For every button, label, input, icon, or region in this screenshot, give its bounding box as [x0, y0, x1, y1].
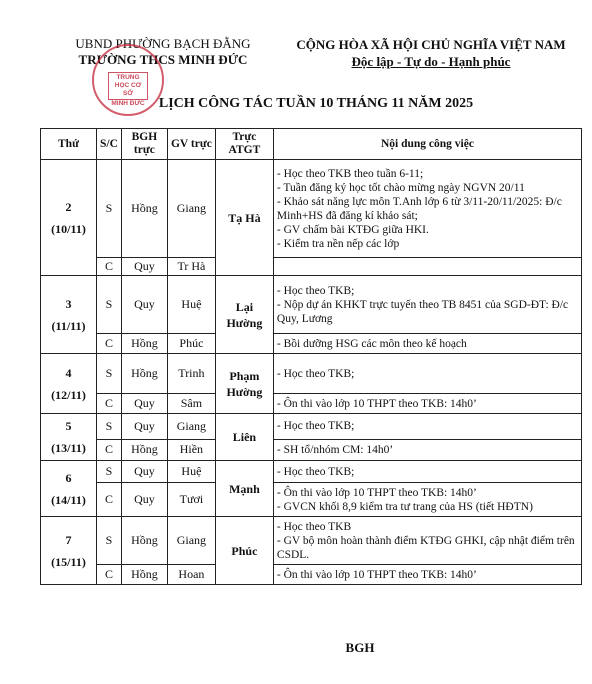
content-cell [273, 517, 581, 565]
gv-cell: Hiền [167, 439, 215, 460]
schedule-table [40, 128, 582, 585]
content-cell [273, 461, 581, 483]
bgh-cell: Hồng [121, 565, 167, 585]
day-cell [41, 276, 97, 354]
content-cell [273, 276, 581, 334]
content-cell [273, 354, 581, 394]
session-cell: S [97, 160, 122, 258]
session-cell: S [97, 354, 122, 394]
table-row [41, 483, 582, 517]
col-header-session: S/C [97, 129, 122, 160]
bgh-cell: Quy [121, 414, 167, 440]
session-cell: C [97, 394, 122, 414]
session-cell: C [97, 565, 122, 585]
issuer-block [58, 36, 268, 68]
task-item: - GV bộ môn hoàn thành điểm KTĐG GHKI, cập nhật điểm trên CSDL. [276, 534, 575, 561]
atgt-cell: Phạm Hường [215, 354, 273, 414]
atgt-cell: Lại Hường [215, 276, 273, 354]
gv-cell: Huệ [167, 276, 215, 334]
task-item: - Học theo TKB; [276, 465, 355, 478]
gv-cell: Hoan [167, 565, 215, 585]
day-date: (14/11) [51, 492, 86, 507]
seal-text [108, 72, 148, 108]
day-date: (15/11) [51, 554, 86, 569]
national-header [286, 36, 576, 70]
table-header-row [41, 129, 582, 160]
seal-line-1: TRUNG HỌC CƠ SỞ [108, 72, 148, 100]
day-cell [41, 414, 97, 461]
table-row [41, 394, 582, 414]
seal-line-2: MINH ĐỨC [111, 100, 145, 107]
col-header-day: Thứ [41, 129, 97, 160]
school-name: TRƯỜNG THCS MINH ĐỨC [78, 52, 248, 67]
session-cell: C [97, 258, 122, 276]
table-row [41, 517, 582, 565]
day-cell [41, 354, 97, 414]
day-date: (10/11) [51, 221, 86, 236]
day-number: 2 [65, 199, 72, 214]
col-header-gv: GV trực [167, 129, 215, 160]
task-item: - GVCN khối 8,9 kiểm tra tư trang của HS (tiết HĐTN) [276, 500, 533, 513]
col-header-content: Nội dung công việc [273, 129, 581, 160]
atgt-cell: Phúc [215, 517, 273, 585]
national-motto: Độc lập - Tự do - Hạnh phúc [351, 54, 511, 69]
table-row [41, 565, 582, 585]
gv-cell: Phúc [167, 334, 215, 354]
gv-cell: Huệ [167, 461, 215, 483]
ward-name: UBND PHƯỜNG BẠCH ĐẰNG [75, 36, 251, 51]
republic-name: CỘNG HÒA XÃ HỘI CHỦ NGHĨA VIỆT NAM [296, 37, 566, 52]
table-row [41, 461, 582, 483]
col-header-atgt: Trực ATGT [215, 129, 273, 160]
content-cell [273, 334, 581, 354]
table-row [41, 414, 582, 440]
task-item: - Học theo TKB; [276, 367, 355, 380]
task-item: - Nộp dự án KHKT trực tuyến theo TB 8451 của SGD-ĐT: Đ/c Quy, Lương [276, 298, 569, 325]
table-row [41, 258, 582, 276]
bgh-cell: Quy [121, 258, 167, 276]
gv-cell: Giang [167, 414, 215, 440]
bgh-cell: Hồng [121, 160, 167, 258]
gv-cell: Giang [167, 517, 215, 565]
gv-cell: Sâm [167, 394, 215, 414]
task-item: - Ôn thi vào lớp 10 THPT theo TKB: 14h0’ [276, 568, 477, 581]
bgh-cell: Quy [121, 276, 167, 334]
day-cell [41, 461, 97, 517]
content-cell [273, 414, 581, 440]
gv-cell: Tr Hà [167, 258, 215, 276]
content-cell [273, 160, 581, 258]
bgh-cell: Quy [121, 394, 167, 414]
gv-cell: Giang [167, 160, 215, 258]
table-row [41, 276, 582, 334]
task-item: - Học theo TKB theo tuần 6-11; [276, 167, 424, 180]
table-row [41, 334, 582, 354]
day-number: 4 [65, 365, 72, 380]
atgt-cell: Tạ Hà [215, 160, 273, 276]
day-date: (11/11) [51, 318, 86, 333]
content-cell [273, 565, 581, 585]
bgh-cell: Hồng [121, 517, 167, 565]
session-cell: S [97, 414, 122, 440]
table-row [41, 160, 582, 258]
day-date: (12/11) [51, 387, 86, 402]
day-number: 7 [65, 532, 72, 547]
task-item: - SH tổ/nhóm CM: 14h0’ [276, 443, 394, 456]
bgh-cell: Quy [121, 461, 167, 483]
document-title: LỊCH CÔNG TÁC TUẦN 10 THÁNG 11 NĂM 2025 [158, 96, 474, 111]
day-cell [41, 160, 97, 276]
task-item: - Bồi dưỡng HSG các môn theo kế hoạch [276, 337, 467, 350]
bgh-cell: Hồng [121, 439, 167, 460]
gv-cell: Tươi [167, 483, 215, 517]
content-cell [273, 439, 581, 460]
content-cell [273, 394, 581, 414]
atgt-cell: Mạnh [215, 461, 273, 517]
task-item: - Học theo TKB [276, 520, 352, 533]
table-row [41, 439, 582, 460]
task-item: - Tuần đăng ký học tốt chào mừng ngày NGVN 20/11 [276, 181, 525, 194]
gv-cell: Trinh [167, 354, 215, 394]
content-cell [273, 258, 581, 276]
session-cell: C [97, 483, 122, 517]
bgh-cell: Quy [121, 483, 167, 517]
day-cell [41, 517, 97, 585]
session-cell: C [97, 439, 122, 460]
task-item: - Học theo TKB; [276, 420, 355, 433]
session-cell: S [97, 276, 122, 334]
session-cell: S [97, 461, 122, 483]
signature-label: BGH [345, 640, 375, 655]
content-cell [273, 483, 581, 517]
session-cell: C [97, 334, 122, 354]
atgt-cell: Liên [215, 414, 273, 461]
day-number: 5 [65, 419, 72, 433]
table-row [41, 354, 582, 394]
task-item: - Kiểm tra nền nếp các lớp [276, 237, 400, 250]
task-item: - Học theo TKB; [276, 284, 355, 297]
task-item: - Ôn thi vào lớp 10 THPT theo TKB: 14h0’ [276, 486, 477, 499]
task-item: - Khảo sát năng lực môn T.Anh lớp 6 từ 3/11-20/11/2025: Đ/c Minh+HS đã đăng kí khảo sát; [276, 195, 562, 222]
task-item: - GV chấm bài KTĐG giữa HKI. [276, 223, 429, 236]
schedule-body [41, 160, 582, 585]
session-cell: S [97, 517, 122, 565]
day-number: 3 [65, 296, 72, 311]
bgh-cell: Hồng [121, 334, 167, 354]
bgh-cell: Hồng [121, 354, 167, 394]
task-item: - Ôn thi vào lớp 10 THPT theo TKB: 14h0’ [276, 397, 477, 410]
day-number: 6 [65, 470, 72, 485]
day-date: (13/11) [51, 441, 86, 455]
col-header-bgh: BGH trực [121, 129, 167, 160]
